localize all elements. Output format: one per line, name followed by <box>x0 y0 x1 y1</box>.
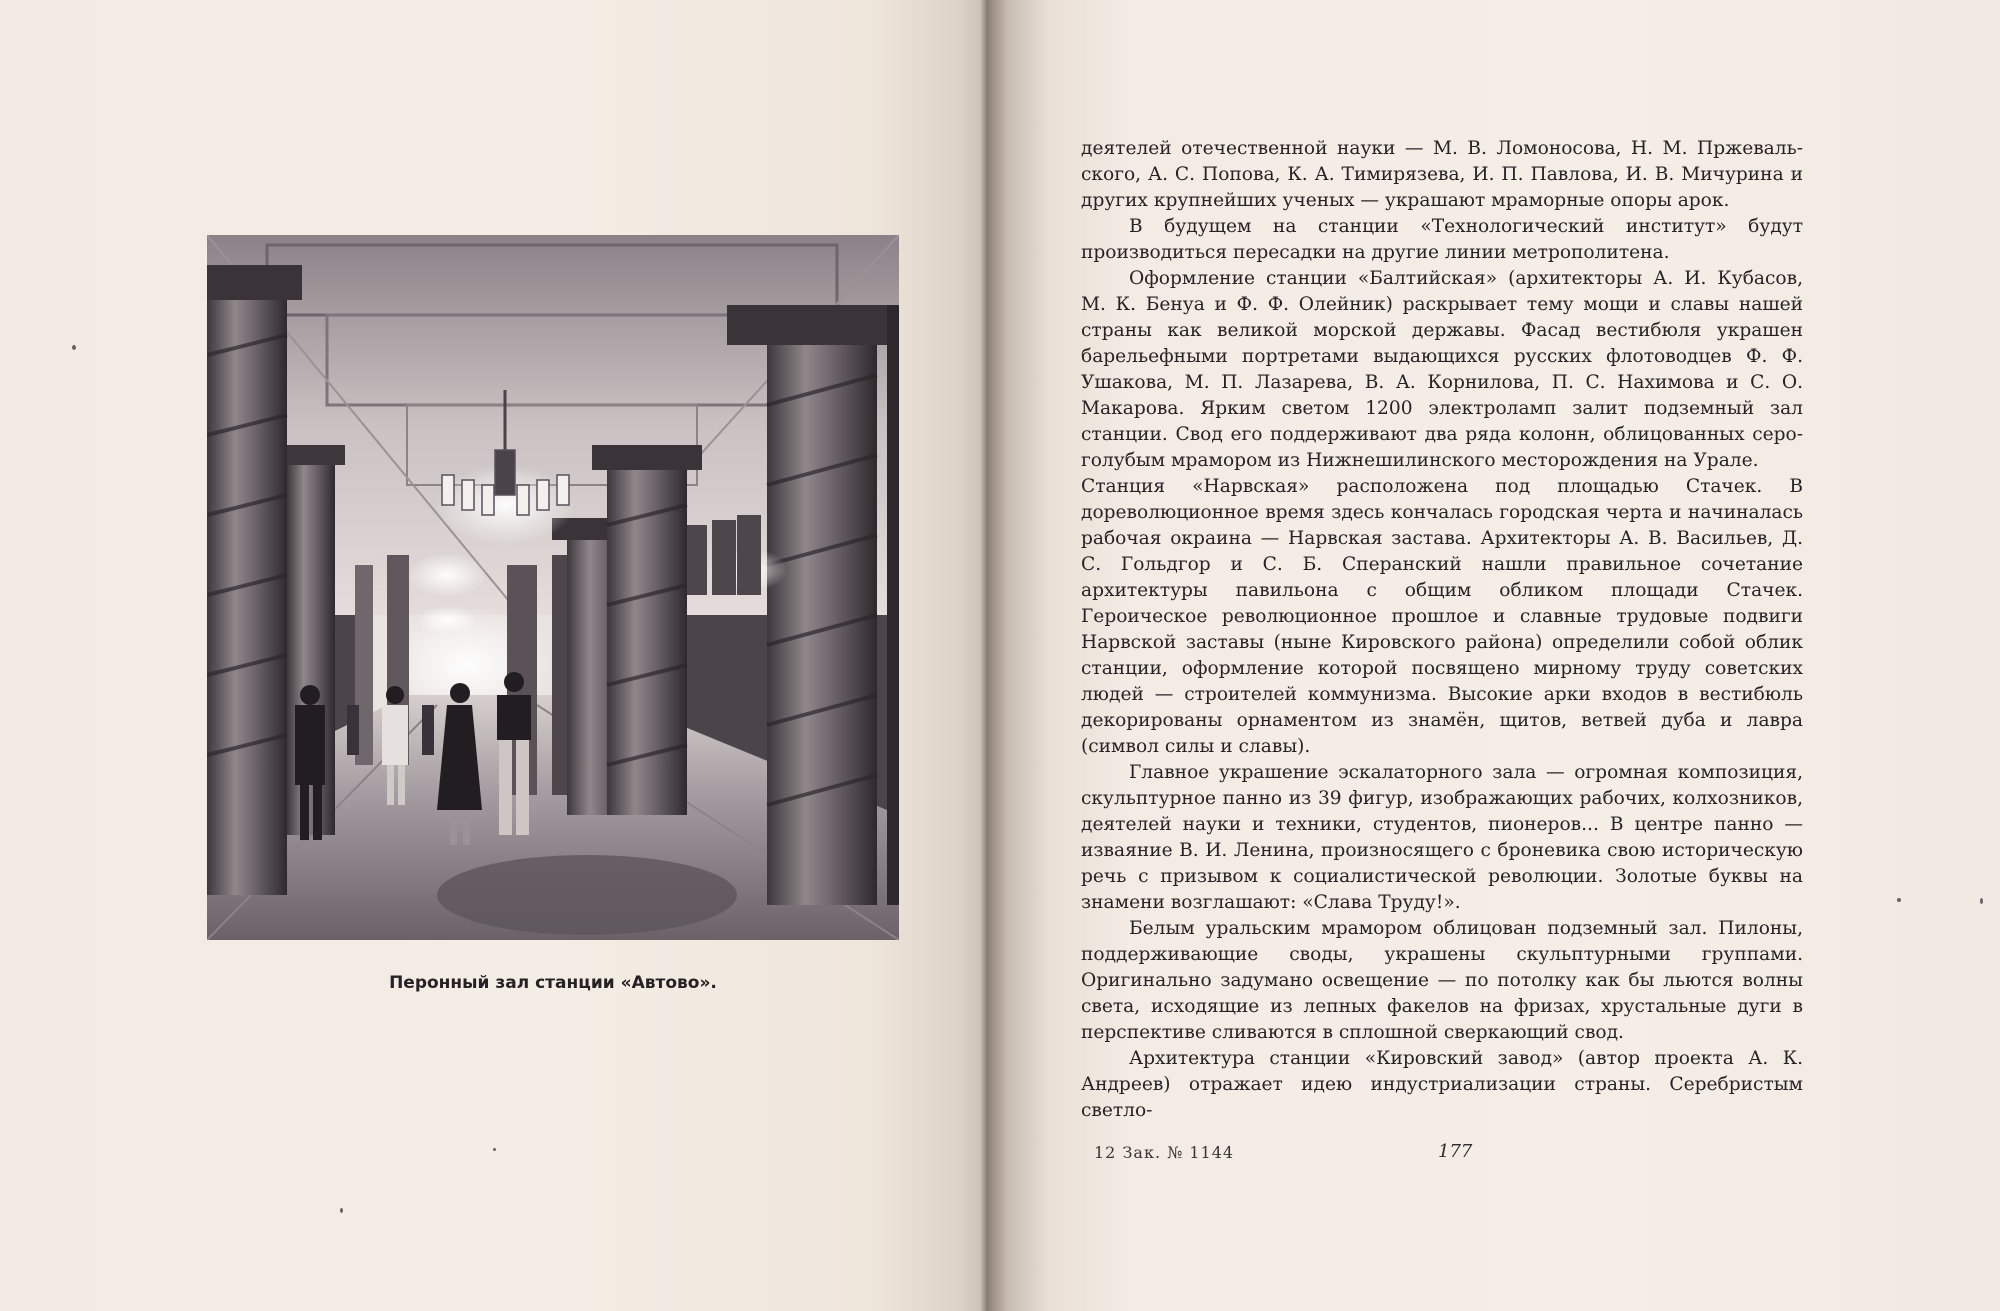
body-text <box>1081 136 1803 1124</box>
paragraph: Оформление станции «Балтийская» (архитекторы А. И. Кубасов, М. К. Бенуа и Ф. Ф. Олейник) раскрывает тему мощи и славы нашей страны как великой морской державы. Фасад вестибюля украшен барельефными портретами выдающихся русских флотоводцев Ф. Ф. Ушакова, М. П. Лазарева, В. А. Корнилова, П. С. Нахимова и С. О. Макарова. Ярким светом 1200 электроламп залит подземный зал станции. Свод его поддерживают два ряда колонн, облицованных серо-голубым мрамором из Нижнешилинского месторождения на Урале. <box>1081 268 1803 471</box>
paragraph: Станция «Нарвская» расположена под площадью Стачек. В дореволюционное время здесь кончалась городская черта и начиналась рабочая окраина — Нарвская застава. Архитекторы А. В. Васильев, Д. С. Гольдгор и С. Б. Сперанский нашли правильное сочетание архитектуры павильона с общим обликом площади Стачек. Героическое революционное прошлое и славные трудовые подвиги Нарвской заставы (ныне Кировского района) определили собой облик станции, оформление которой посвящено мирному труду советских людей — строителей коммунизма. Высокие арки входов в вестибюль декорированы орнаментом из знамён, щитов, ветвей дуба и лавра (символ силы и славы). <box>1081 476 1803 757</box>
paper-speck <box>72 345 76 350</box>
printer-signature: 12 Зак. № 1144 <box>1094 1143 1235 1162</box>
paper-speck <box>493 1148 496 1151</box>
paragraph: Главное украшение эскалаторного зала — огромная композиция, скульптурное панно из 39 фигур, изображающих рабочих, колхозников, деятелей науки и техники, студентов, пионеров... В центре панно — изваяние В. И. Ленина, произносящего с броневика свою историческую речь с призывом к социалистической революции. Золотые буквы на знамени возглашают: «Слава Труду!». <box>1081 762 1803 913</box>
left-page <box>0 0 988 1311</box>
metro-hall-photo <box>207 235 899 940</box>
paragraph: В будущем на станции «Технологический институт» будут производиться пересадки на другие линии метрополитена. <box>1081 216 1803 263</box>
paper-speck <box>340 1208 343 1213</box>
paper-speck <box>1897 898 1901 902</box>
page-number: 177 <box>1438 1141 1473 1162</box>
paragraph: Архитектура станции «Кировский завод» (автор проекта А. К. Андреев) отражает идею индустриализации страны. Серебристым светло- <box>1081 1048 1803 1121</box>
paragraph: Белым уральским мрамором облицован подземный зал. Пилоны, поддерживающие своды, украшены скульптурными группами. Оригинально задумано освещение — по потолку как бы льются волны света, исходящие из лепных факелов на фризах, хрустальные дуги в перспективе сливаются в сплошной сверкающий свод. <box>1081 918 1803 1043</box>
paper-speck <box>1980 898 1983 904</box>
paragraph: деятелей отечественной науки — М. В. Ломоносова, Н. М. Пржеваль-ского, А. С. Попова, К. А. Тимирязева, И. П. Павлова, И. В. Мичурина и других крупнейших ученых — украшают мраморные опоры арок. <box>1081 138 1803 211</box>
metro-hall-photo-icon <box>207 235 899 940</box>
photo-caption: Перонный зал станции «Автово». <box>389 973 717 993</box>
